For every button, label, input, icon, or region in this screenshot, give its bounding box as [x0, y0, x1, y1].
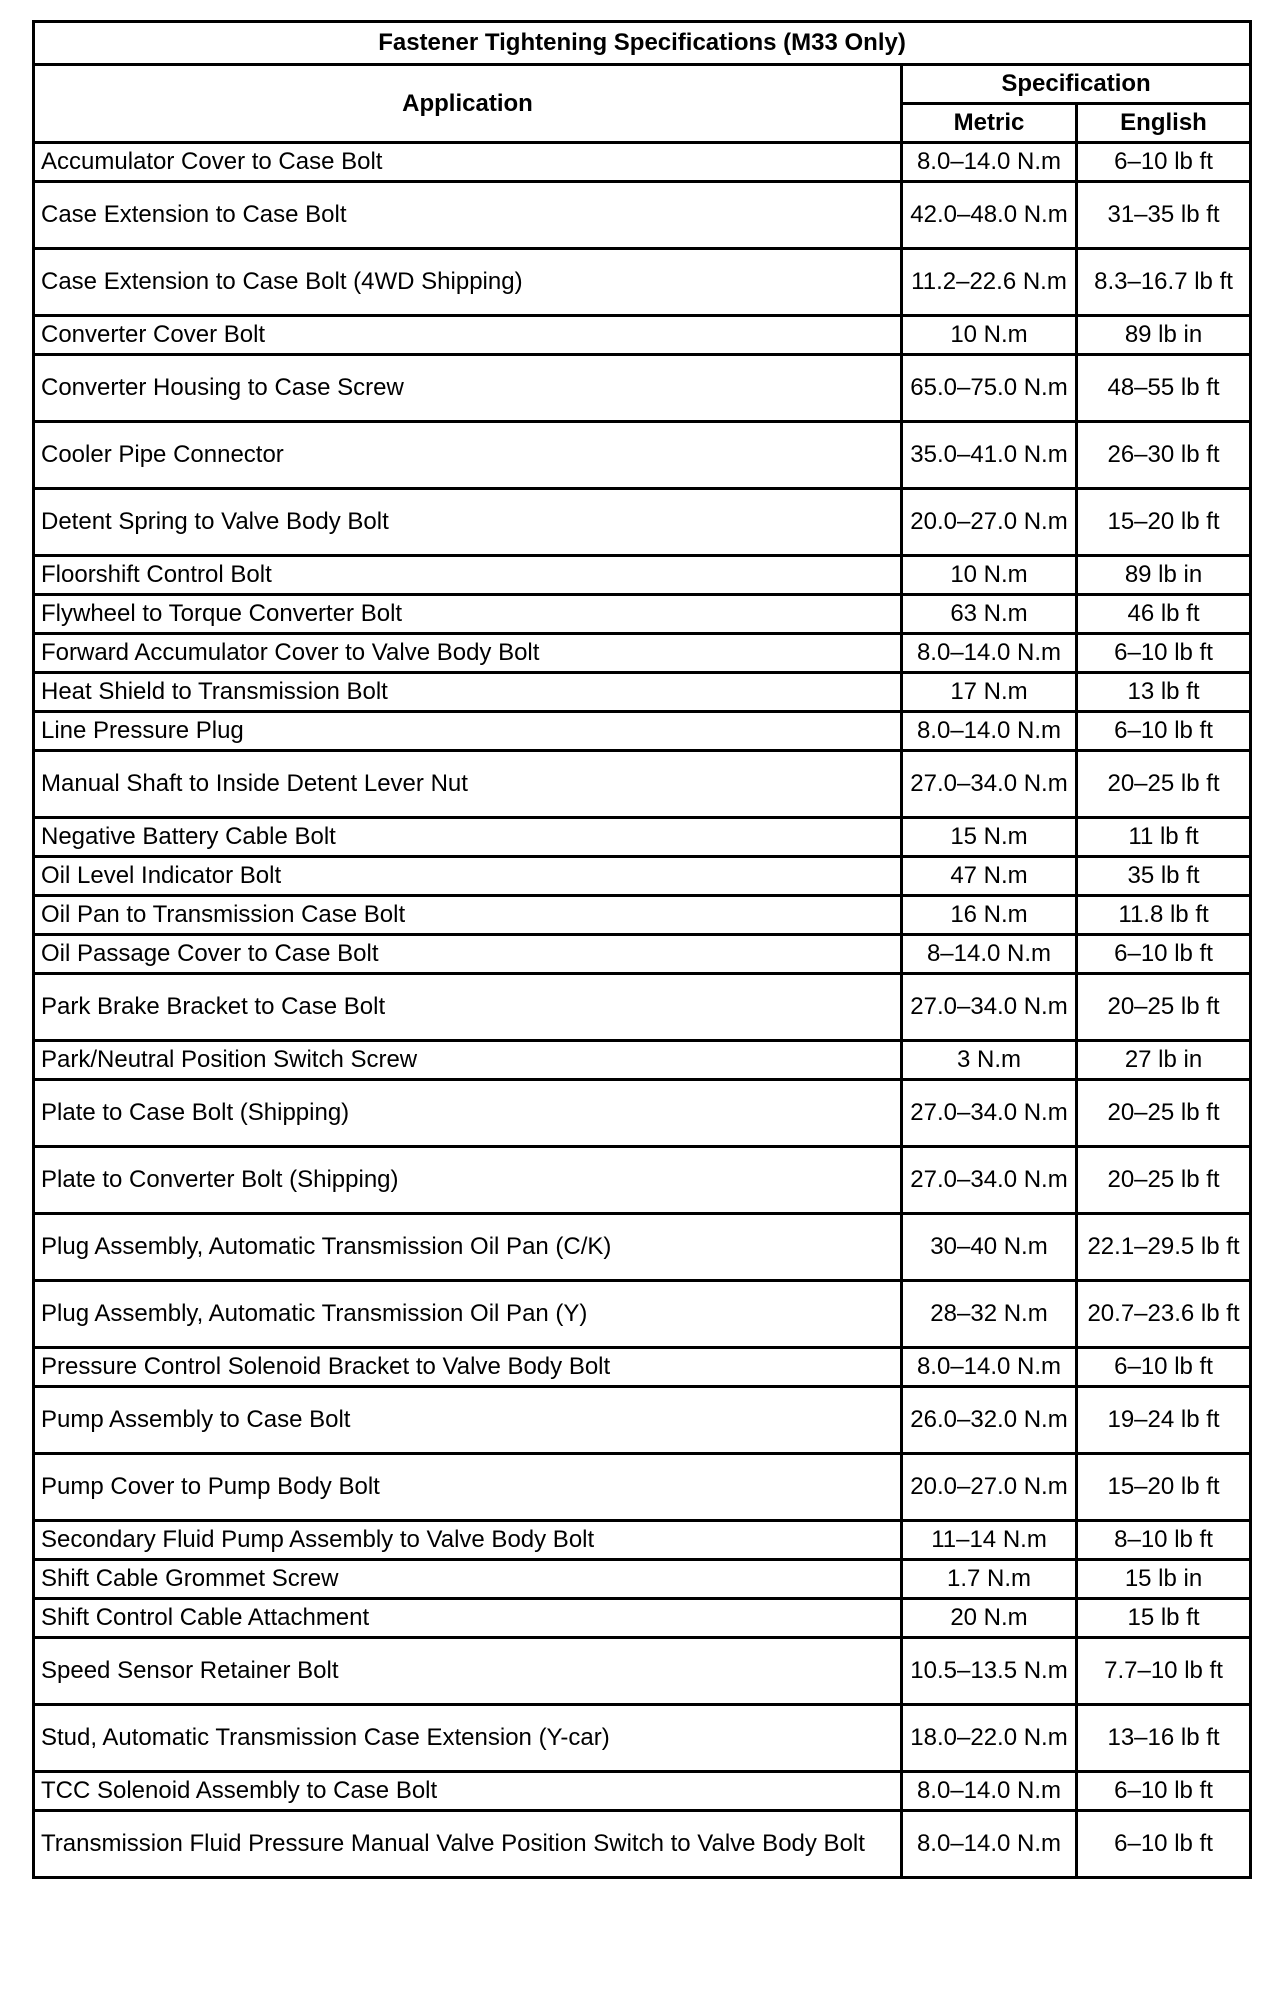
- english-cell: 22.1–29.5 lb ft: [1077, 1214, 1251, 1281]
- metric-cell: 26.0–32.0 N.m: [902, 1387, 1077, 1454]
- english-cell: 20–25 lb ft: [1077, 751, 1251, 818]
- table-row: [34, 1599, 1251, 1638]
- application-cell: Plug Assembly, Automatic Transmission Oil Pan (Y): [34, 1281, 902, 1348]
- metric-cell: 63 N.m: [902, 595, 1077, 634]
- english-cell: 6–10 lb ft: [1077, 1348, 1251, 1387]
- english-cell: 20–25 lb ft: [1077, 1080, 1251, 1147]
- english-cell: 27 lb in: [1077, 1041, 1251, 1080]
- table-row: [34, 1811, 1251, 1878]
- table-body: [34, 143, 1251, 1878]
- application-cell: Converter Cover Bolt: [34, 316, 902, 355]
- metric-cell: 16 N.m: [902, 896, 1077, 935]
- table-row: [34, 1560, 1251, 1599]
- table-row: [34, 1214, 1251, 1281]
- metric-cell: 8.0–14.0 N.m: [902, 1772, 1077, 1811]
- metric-cell: 8.0–14.0 N.m: [902, 1348, 1077, 1387]
- english-cell: 20–25 lb ft: [1077, 974, 1251, 1041]
- application-cell: Shift Cable Grommet Screw: [34, 1560, 902, 1599]
- english-cell: 15 lb in: [1077, 1560, 1251, 1599]
- table-row: [34, 556, 1251, 595]
- table-row: [34, 712, 1251, 751]
- english-cell: 13 lb ft: [1077, 673, 1251, 712]
- english-cell: 15–20 lb ft: [1077, 489, 1251, 556]
- table-row: [34, 1705, 1251, 1772]
- table-row: [34, 1387, 1251, 1454]
- application-cell: Pressure Control Solenoid Bracket to Valve Body Bolt: [34, 1348, 902, 1387]
- english-cell: 89 lb in: [1077, 556, 1251, 595]
- metric-cell: 1.7 N.m: [902, 1560, 1077, 1599]
- application-cell: Park Brake Bracket to Case Bolt: [34, 974, 902, 1041]
- application-cell: Park/Neutral Position Switch Screw: [34, 1041, 902, 1080]
- application-cell: Shift Control Cable Attachment: [34, 1599, 902, 1638]
- application-cell: Accumulator Cover to Case Bolt: [34, 143, 902, 182]
- english-cell: 19–24 lb ft: [1077, 1387, 1251, 1454]
- metric-cell: 8.0–14.0 N.m: [902, 143, 1077, 182]
- metric-cell: 28–32 N.m: [902, 1281, 1077, 1348]
- metric-cell: 8.0–14.0 N.m: [902, 1811, 1077, 1878]
- table-row: [34, 896, 1251, 935]
- metric-cell: 3 N.m: [902, 1041, 1077, 1080]
- table-row: [34, 673, 1251, 712]
- english-cell: 8.3–16.7 lb ft: [1077, 249, 1251, 316]
- table-title: Fastener Tightening Specifications (M33 Only): [34, 22, 1251, 65]
- metric-cell: 27.0–34.0 N.m: [902, 1147, 1077, 1214]
- application-cell: Case Extension to Case Bolt (4WD Shipping): [34, 249, 902, 316]
- english-cell: 8–10 lb ft: [1077, 1521, 1251, 1560]
- table-row: [34, 1147, 1251, 1214]
- table-row: [34, 422, 1251, 489]
- metric-cell: 20.0–27.0 N.m: [902, 1454, 1077, 1521]
- metric-cell: 17 N.m: [902, 673, 1077, 712]
- table-row: [34, 935, 1251, 974]
- english-cell: 6–10 lb ft: [1077, 634, 1251, 673]
- table-row: [34, 1454, 1251, 1521]
- table-row: [34, 489, 1251, 556]
- english-cell: 6–10 lb ft: [1077, 1772, 1251, 1811]
- english-cell: 6–10 lb ft: [1077, 935, 1251, 974]
- metric-cell: 27.0–34.0 N.m: [902, 1080, 1077, 1147]
- english-cell: 11.8 lb ft: [1077, 896, 1251, 935]
- application-cell: Stud, Automatic Transmission Case Extension (Y-car): [34, 1705, 902, 1772]
- application-cell: Cooler Pipe Connector: [34, 422, 902, 489]
- table-row: [34, 316, 1251, 355]
- fastener-spec-table: [32, 20, 1252, 1879]
- application-cell: Forward Accumulator Cover to Valve Body Bolt: [34, 634, 902, 673]
- english-cell: 26–30 lb ft: [1077, 422, 1251, 489]
- english-cell: 7.7–10 lb ft: [1077, 1638, 1251, 1705]
- metric-cell: 20.0–27.0 N.m: [902, 489, 1077, 556]
- application-cell: Floorshift Control Bolt: [34, 556, 902, 595]
- english-cell: 89 lb in: [1077, 316, 1251, 355]
- application-cell: Flywheel to Torque Converter Bolt: [34, 595, 902, 634]
- english-cell: 48–55 lb ft: [1077, 355, 1251, 422]
- english-cell: 15–20 lb ft: [1077, 1454, 1251, 1521]
- english-cell: 31–35 lb ft: [1077, 182, 1251, 249]
- table-row: [34, 182, 1251, 249]
- english-cell: 15 lb ft: [1077, 1599, 1251, 1638]
- application-cell: Pump Assembly to Case Bolt: [34, 1387, 902, 1454]
- metric-cell: 15 N.m: [902, 818, 1077, 857]
- application-cell: Oil Passage Cover to Case Bolt: [34, 935, 902, 974]
- application-header: Application: [34, 65, 902, 143]
- metric-cell: 8–14.0 N.m: [902, 935, 1077, 974]
- english-cell: 6–10 lb ft: [1077, 1811, 1251, 1878]
- table-row: [34, 974, 1251, 1041]
- metric-cell: 11.2–22.6 N.m: [902, 249, 1077, 316]
- english-cell: 46 lb ft: [1077, 595, 1251, 634]
- metric-cell: 20 N.m: [902, 1599, 1077, 1638]
- metric-header: Metric: [902, 104, 1077, 143]
- application-cell: Detent Spring to Valve Body Bolt: [34, 489, 902, 556]
- table-row: [34, 1638, 1251, 1705]
- english-cell: 20.7–23.6 lb ft: [1077, 1281, 1251, 1348]
- application-cell: Oil Level Indicator Bolt: [34, 857, 902, 896]
- application-cell: Negative Battery Cable Bolt: [34, 818, 902, 857]
- application-cell: Pump Cover to Pump Body Bolt: [34, 1454, 902, 1521]
- application-cell: Heat Shield to Transmission Bolt: [34, 673, 902, 712]
- application-cell: Case Extension to Case Bolt: [34, 182, 902, 249]
- metric-cell: 18.0–22.0 N.m: [902, 1705, 1077, 1772]
- application-cell: TCC Solenoid Assembly to Case Bolt: [34, 1772, 902, 1811]
- english-cell: 35 lb ft: [1077, 857, 1251, 896]
- application-cell: Speed Sensor Retainer Bolt: [34, 1638, 902, 1705]
- table-row: [34, 751, 1251, 818]
- specification-header: Specification: [902, 65, 1251, 104]
- spec-table-container: [32, 20, 1249, 1879]
- metric-cell: 8.0–14.0 N.m: [902, 634, 1077, 673]
- table-row: [34, 143, 1251, 182]
- table-row: [34, 1080, 1251, 1147]
- metric-cell: 65.0–75.0 N.m: [902, 355, 1077, 422]
- table-row: [34, 355, 1251, 422]
- metric-cell: 10 N.m: [902, 316, 1077, 355]
- english-cell: 13–16 lb ft: [1077, 1705, 1251, 1772]
- table-row: [34, 1281, 1251, 1348]
- metric-cell: 42.0–48.0 N.m: [902, 182, 1077, 249]
- table-row: [34, 595, 1251, 634]
- english-header: English: [1077, 104, 1251, 143]
- metric-cell: 30–40 N.m: [902, 1214, 1077, 1281]
- table-row: [34, 249, 1251, 316]
- metric-cell: 35.0–41.0 N.m: [902, 422, 1077, 489]
- application-cell: Secondary Fluid Pump Assembly to Valve Body Bolt: [34, 1521, 902, 1560]
- metric-cell: 10.5–13.5 N.m: [902, 1638, 1077, 1705]
- table-row: [34, 1521, 1251, 1560]
- application-cell: Plate to Converter Bolt (Shipping): [34, 1147, 902, 1214]
- table-row: [34, 1348, 1251, 1387]
- application-cell: Plate to Case Bolt (Shipping): [34, 1080, 902, 1147]
- application-cell: Plug Assembly, Automatic Transmission Oil Pan (C/K): [34, 1214, 902, 1281]
- metric-cell: 27.0–34.0 N.m: [902, 751, 1077, 818]
- application-cell: Transmission Fluid Pressure Manual Valve Position Switch to Valve Body Bolt: [34, 1811, 902, 1878]
- metric-cell: 10 N.m: [902, 556, 1077, 595]
- metric-cell: 11–14 N.m: [902, 1521, 1077, 1560]
- metric-cell: 27.0–34.0 N.m: [902, 974, 1077, 1041]
- metric-cell: 47 N.m: [902, 857, 1077, 896]
- english-cell: 6–10 lb ft: [1077, 143, 1251, 182]
- application-cell: Manual Shaft to Inside Detent Lever Nut: [34, 751, 902, 818]
- table-row: [34, 857, 1251, 896]
- table-row: [34, 1772, 1251, 1811]
- application-cell: Line Pressure Plug: [34, 712, 902, 751]
- table-row: [34, 818, 1251, 857]
- table-row: [34, 634, 1251, 673]
- english-cell: 20–25 lb ft: [1077, 1147, 1251, 1214]
- application-cell: Converter Housing to Case Screw: [34, 355, 902, 422]
- english-cell: 11 lb ft: [1077, 818, 1251, 857]
- metric-cell: 8.0–14.0 N.m: [902, 712, 1077, 751]
- table-row: [34, 1041, 1251, 1080]
- english-cell: 6–10 lb ft: [1077, 712, 1251, 751]
- application-cell: Oil Pan to Transmission Case Bolt: [34, 896, 902, 935]
